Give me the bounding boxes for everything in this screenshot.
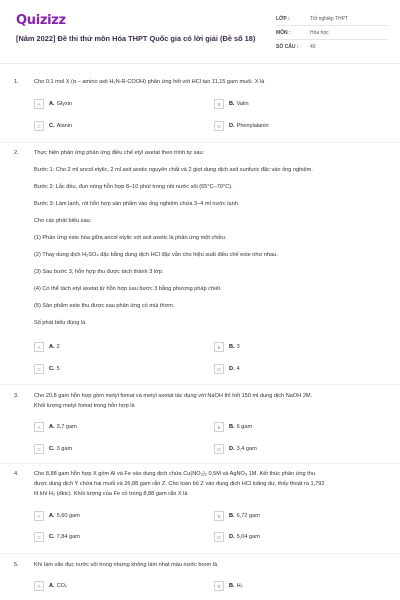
option-label: D. <box>229 123 235 129</box>
option-key-box: A <box>34 581 44 591</box>
question-text: (4) Có thể tách etyl axetat từ hỗn hợp sau bước 3 bằng phương pháp chiết. <box>34 286 222 292</box>
option-a[interactable] <box>34 510 80 522</box>
meta-value: 40 <box>310 43 316 50</box>
question-text: Khối lượng metyl fomat trong hỗn hợp là <box>34 403 135 409</box>
option-text: 5,04 gam <box>236 534 260 540</box>
meta-row-subject <box>276 26 388 40</box>
option-d[interactable] <box>214 120 269 132</box>
option-text: 3 gam <box>56 446 73 452</box>
question-text: Cho 8,88 gam hỗn hợp X gồm Al và Fe vào dung dịch chứa Cu(NO₃)₂ 0,5M và AgNO₃ 1M. Kết thúc phản ứng thu <box>34 471 315 477</box>
option-b[interactable] <box>214 341 240 353</box>
option-a[interactable] <box>34 98 72 110</box>
page-title: [Năm 2022] Đề thi thử môn Hóa THPT Quốc gia có lời giải (Đề số 18) <box>16 34 256 43</box>
option-label: C. <box>49 123 55 129</box>
option-b[interactable] <box>214 580 243 592</box>
option-text: 6,72 gam <box>236 513 260 519</box>
option-label: A. <box>49 513 55 519</box>
option-d[interactable] <box>214 363 240 375</box>
option-label: D. <box>229 534 235 540</box>
option-key-box: B <box>214 422 224 432</box>
option-text: 6 gam <box>236 424 253 430</box>
option-key-box: C <box>34 532 44 542</box>
option-label: B. <box>229 101 235 107</box>
option-b[interactable] <box>214 421 252 433</box>
option-key-box: B <box>214 342 224 352</box>
option-label: A. <box>49 583 55 589</box>
meta-label: MÔN : <box>276 29 291 36</box>
question-text: (3) Sau bước 3, hỗn hợp thu được tách thành 3 lớp. <box>34 269 164 275</box>
worksheet-header <box>0 0 400 62</box>
option-key-box: B <box>214 99 224 109</box>
option-c[interactable] <box>34 120 72 132</box>
option-label: B. <box>229 583 235 589</box>
option-label: A. <box>49 424 55 430</box>
option-label: B. <box>229 344 235 350</box>
option-text: 3 <box>236 344 240 350</box>
option-key-box: D <box>214 444 224 454</box>
option-b[interactable] <box>214 98 249 110</box>
question-text: được dung dịch Y chứa hai muối và 26,88 gam rắn Z. Cho toàn bộ Z vào dung dịch HCl loãng dư, thấy thoát ra 1,792 <box>34 481 325 487</box>
option-key-box: C <box>34 121 44 131</box>
option-key-box: A <box>34 511 44 521</box>
option-key-box: D <box>214 532 224 542</box>
option-b[interactable] <box>214 510 260 522</box>
question-number: 3. <box>14 393 19 399</box>
question-text: Cho 20,8 gam hỗn hợp gồm metyl fomat và metyl axetat tác dụng với NaOH thì hết 150 ml dung dịch NaOH 2M. <box>34 393 313 399</box>
option-text: 3,7 gam <box>56 424 77 430</box>
question-divider <box>0 463 400 464</box>
option-text: Alanin <box>56 123 73 129</box>
option-a[interactable] <box>34 421 77 433</box>
question-text: lít khí H₂ (đktc). Khối lượng của Fe có trong 8,88 gam rắn X là <box>34 491 188 497</box>
question-number: 1. <box>14 79 19 85</box>
meta-label: SỐ CÂU : <box>276 43 299 50</box>
question-text: Bước 2: Lắc đều, đun nóng hỗn hợp 8–10 phút trong nồi nước sôi (65°C–70°C). <box>34 184 233 190</box>
header-divider <box>0 63 400 64</box>
meta-value: Hóa học <box>310 29 329 36</box>
option-label: D. <box>229 446 235 452</box>
option-text: Valin <box>236 101 249 107</box>
question-divider <box>0 553 400 554</box>
question-text: Bước 3: Làm lạnh, rót hỗn hợp sản phẩm vào ống nghiệm chứa 3–4 ml nước lạnh. <box>34 201 240 207</box>
option-key-box: B <box>214 581 224 591</box>
option-c[interactable] <box>34 443 72 455</box>
option-d[interactable] <box>214 531 260 543</box>
option-a[interactable] <box>34 580 67 592</box>
question-divider <box>0 384 400 385</box>
option-label: D. <box>229 366 235 372</box>
option-key-box: A <box>34 422 44 432</box>
question-text: Bước 1: Cho 2 ml ancol etylic, 2 ml axit axetic nguyên chất và 2 giọt dung dịch axit sunfuric đặc vào ống nghiệm. <box>34 167 313 173</box>
option-text: 3,4 gam <box>236 446 257 452</box>
option-key-box: C <box>34 444 44 454</box>
option-key-box: C <box>34 364 44 374</box>
option-label: C. <box>49 534 55 540</box>
option-label: C. <box>49 366 55 372</box>
option-key-box: B <box>214 511 224 521</box>
question-text: Khí làm vẩn đục nước vôi trong nhưng không làm nhạt màu nước brom là <box>34 562 218 568</box>
question-text: Cho các phát biểu sau: <box>34 218 92 224</box>
option-label: C. <box>49 446 55 452</box>
option-text: H₂ <box>236 583 243 589</box>
meta-row-class <box>276 12 388 26</box>
option-d[interactable] <box>214 443 257 455</box>
option-a[interactable] <box>34 341 60 353</box>
option-text: 2 <box>56 344 60 350</box>
meta-row-count <box>276 40 388 53</box>
option-text: 5 <box>56 366 60 372</box>
option-label: A. <box>49 101 55 107</box>
question-number: 4. <box>14 471 19 477</box>
option-label: B. <box>229 513 235 519</box>
option-text: 7,84 gam <box>56 534 80 540</box>
option-key-box: D <box>214 121 224 131</box>
meta-value: Tốt nghiệp THPT <box>310 15 348 22</box>
meta-table <box>276 12 388 53</box>
option-label: B. <box>229 424 235 430</box>
question-text: (2) Thay dung dịch H₂SO₄ đặc bằng dung dịch HCl đặc vẫn cho hiệu suất điều chế este như nhau. <box>34 252 278 258</box>
question-divider <box>0 142 400 143</box>
question-text: (1) Phản ứng este hóa giữa ancol etylic với axit axetic là phản ứng một chiều. <box>34 235 227 241</box>
option-key-box: A <box>34 99 44 109</box>
option-c[interactable] <box>34 531 80 543</box>
option-text: Phenylalanin <box>236 123 269 129</box>
question-text: (5) Sản phẩm este thu được sau phản ứng có mùi thơm. <box>34 303 175 309</box>
question-text: Thực hiện phản ứng phản ứng điều chế etyl axetat theo trình tự sau: <box>34 150 205 156</box>
option-key-box: A <box>34 342 44 352</box>
meta-label: LỚP : <box>276 15 290 22</box>
question-text: Cho 0,1 mol X (α – amino axit H₂N-R-COOH) phản ứng hết với HCl tạo 11,15 gam muối. X là <box>34 79 265 85</box>
option-text: Glyxin <box>56 101 73 107</box>
option-text: CO₂ <box>56 583 68 589</box>
option-c[interactable] <box>34 363 60 375</box>
question-number: 5. <box>14 562 19 568</box>
option-label: A. <box>49 344 55 350</box>
option-key-box: D <box>214 364 224 374</box>
question-number: 2. <box>14 150 19 156</box>
question-text: Số phát biểu đúng là <box>34 320 86 326</box>
quizizz-logo: Quizizz <box>16 13 66 28</box>
option-text: 5,60 gam <box>56 513 80 519</box>
option-text: 4 <box>236 366 240 372</box>
